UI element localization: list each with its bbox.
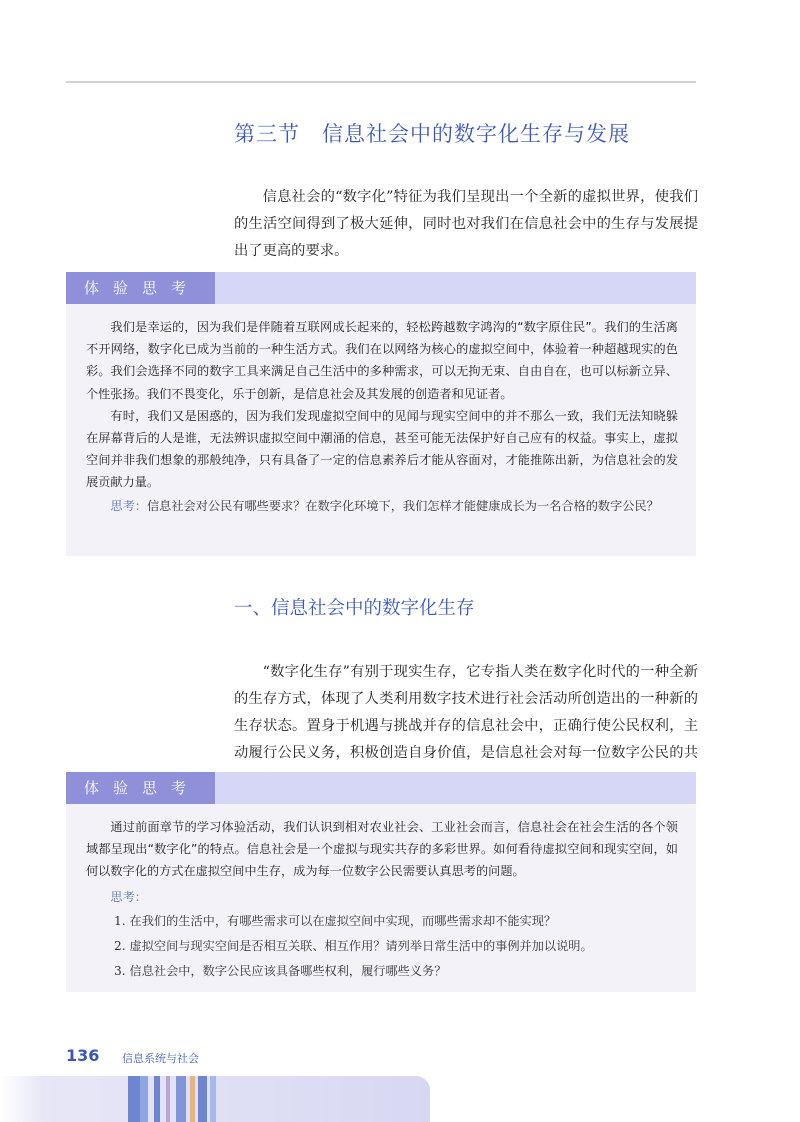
subsection-title: 一、信息社会中的数字化生存 bbox=[234, 598, 475, 619]
footer-stripe bbox=[166, 1076, 170, 1122]
box2-question-3: 3. 信息社会中，数字公民应该具备哪些权利，履行哪些义务？ bbox=[114, 963, 447, 978]
box2-tag: 体验思考 bbox=[66, 772, 215, 804]
box1-think-text: 信息社会对公民有哪些要求？在数字化环境下，我们怎样才能健康成长为一名合格的数字公民？ bbox=[146, 498, 659, 513]
box1-paragraph-2: 有时，我们又是困惑的，因为我们发现虚拟空间中的见闻与现实空间中的并不那么一致，我们无法知晓躲在屏幕背后的人是谁，无法辨识虚拟空间中潮涌的信息，甚至可能无法保护好自己应有的权益。事实上，虚拟空间并非我们想象的那般纯净，只有具备了一定的信息素养后才能从容面对，才能推陈出新，为信息社会的发展贡献力量。 bbox=[86, 408, 678, 490]
box2-think-label: 思考： bbox=[110, 889, 147, 904]
box2-paragraph: 通过前面章节的学习体验活动，我们认识到相对农业社会、工业社会而言，信息社会在社会生活的各个领域都呈现出“数字化”的特点。信息社会是一个虚拟与现实共存的多彩世界。如何看待虚拟空间和现实空间，如何以数字化的方式在虚拟空间中生存，成为每一位数字公民需要认真思考的问题。 bbox=[86, 820, 678, 879]
section-title bbox=[234, 118, 630, 148]
footer-stripe bbox=[210, 1076, 216, 1122]
footer-stripes bbox=[0, 1076, 430, 1122]
page-number: 136 bbox=[66, 1046, 100, 1065]
box2-question-2: 2. 虚拟空间与现实空间是否相互关联、相互作用？请列举日常生活中的事例并加以说明。 bbox=[114, 938, 593, 953]
intro-paragraph: 信息社会的“数字化”特征为我们呈现出一个全新的虚拟世界，使我们的生活空间得到了极大延伸，同时也对我们在信息社会中的生存与发展提出了更高的要求。 bbox=[234, 189, 698, 260]
box1-paragraph-1: 我们是幸运的，因为我们是伴随着互联网成长起来的，轻松跨越数字鸿沟的“数字原住民”。我们的生活离不开网络，数字化已成为当前的一种生活方式。我们在以网络为核心的虚拟空间中，体验着一种超越现实的色彩。我们会选择不同的数字工具来满足自己生活中的多种需求，可以无拘无束、自由自在，也可以标新立异、个性张扬。我们不畏变化，乐于创新，是信息社会及其发展的创造者和见证者。 bbox=[86, 320, 678, 401]
box2-think-label-line bbox=[86, 885, 678, 909]
top-rule bbox=[66, 81, 696, 83]
section-number: 第三节 bbox=[234, 122, 300, 146]
footer-stripe bbox=[190, 1076, 195, 1122]
box2-header bbox=[66, 772, 696, 804]
box2-body bbox=[66, 804, 696, 992]
section-title-text: 信息社会中的数字化生存与发展 bbox=[322, 122, 630, 146]
box1-think bbox=[86, 494, 678, 518]
box1-tag: 体验思考 bbox=[66, 272, 215, 304]
box1-header bbox=[66, 272, 696, 304]
box2-question-list bbox=[86, 909, 678, 984]
footer-stripe bbox=[154, 1076, 160, 1122]
footer-stripe bbox=[198, 1076, 207, 1122]
running-title: 信息系统与社会 bbox=[122, 1052, 199, 1065]
box2-question-1: 1. 在我们的生活中，有哪些需求可以在虚拟空间中实现，而哪些需求却不能实现？ bbox=[114, 913, 557, 928]
subsection-paragraph: “数字化生存”有别于现实生存，它专指人类在数字化时代的一种全新的生存方式，体现了人类利用数字技术进行社会活动所创造出的一种新的生存状态。置身于机遇与挑战并存的信息社会中，正确行使公民权利，主动履行公民义务，积极创造自身价值，是信息社会对每一位数字公民的共 bbox=[234, 664, 698, 762]
footer-stripe bbox=[140, 1076, 148, 1122]
box1-think-label: 思考： bbox=[110, 498, 147, 513]
box1-body bbox=[66, 304, 696, 556]
footer-stripe bbox=[176, 1076, 186, 1122]
footer-stripe bbox=[128, 1076, 140, 1122]
